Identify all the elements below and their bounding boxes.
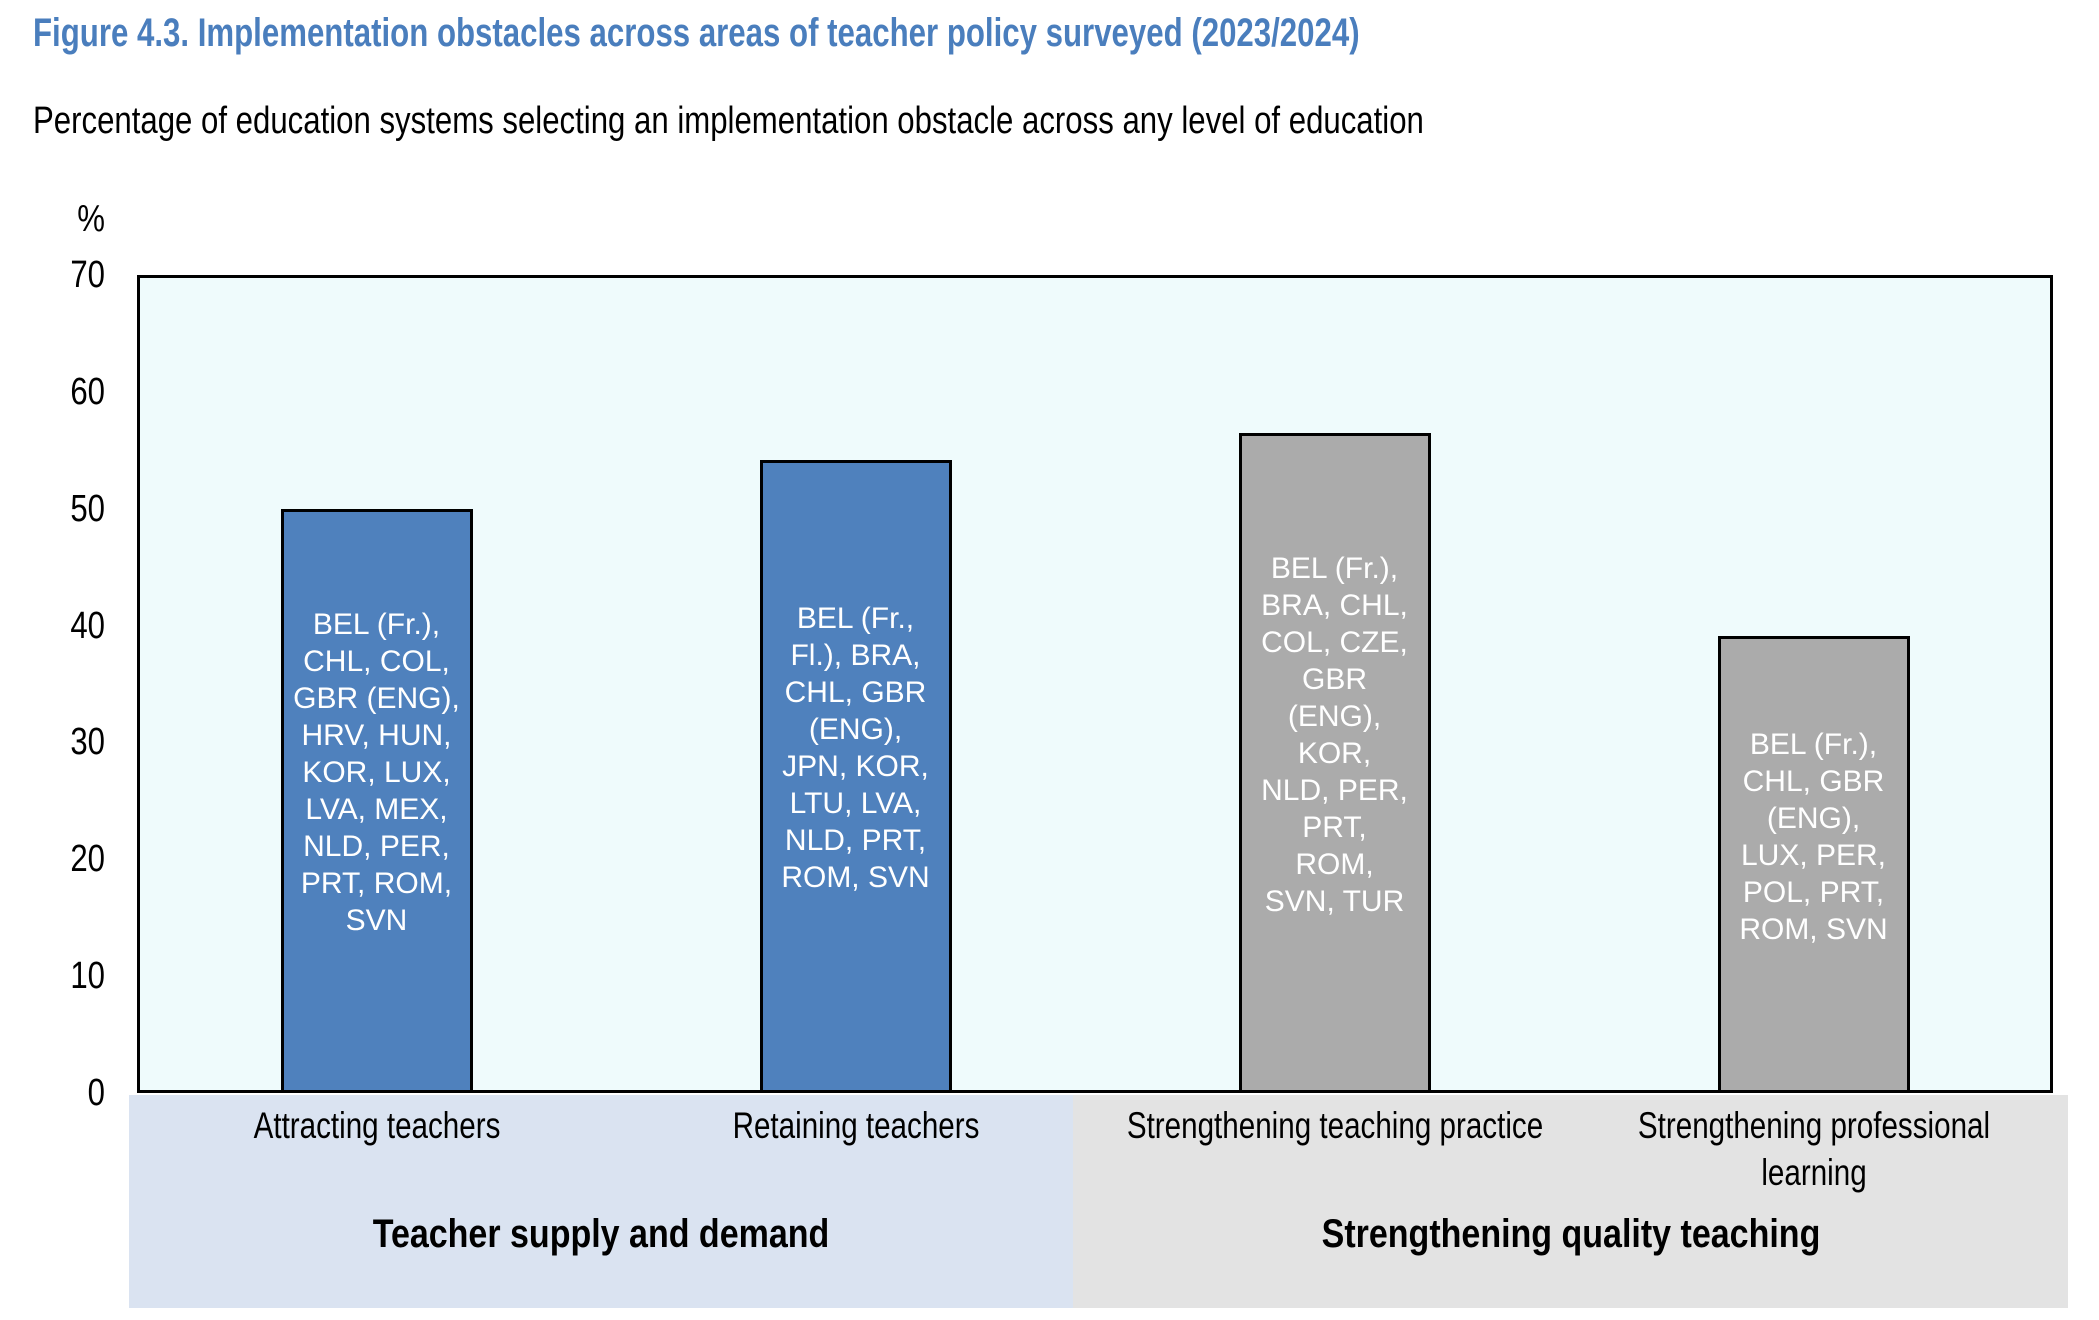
category-label-strengthening-professional-learning: Strengthening professional learning (1637, 1105, 1990, 1193)
group-label-teacher-supply-and-demand: Teacher supply and demand (372, 1212, 830, 1256)
bar-systems-label-strengthening-professional-learning: BEL (Fr.), CHL, GBR (ENG), LUX, PER, POL, PRT, ROM, SVN (1739, 727, 1888, 946)
group-band-strengthening-quality-teaching (1073, 1095, 2068, 1308)
y-axis-tick-label-10: 10 (70, 955, 105, 998)
y-axis-tick-label-60: 60 (70, 370, 105, 413)
y-axis-tick-label-30: 30 (70, 721, 105, 764)
y-axis-tick-label-40: 40 (70, 604, 105, 647)
plot-area (137, 275, 2053, 1093)
y-axis-tick-label-50: 50 (70, 487, 105, 530)
y-axis-tick-label-70: 70 (70, 254, 105, 296)
bar-systems-label-strengthening-teaching-practice: BEL (Fr.), BRA, CHL, COL, CZE, GBR (ENG), KOR, NLD, PER, PRT, ROM, SVN, TUR (1261, 551, 1408, 918)
category-label-attracting-teachers: Attracting teachers (253, 1105, 500, 1146)
y-axis-unit-label: % (77, 198, 105, 240)
figure-title: Figure 4.3. Implementation obstacles across areas of teacher policy surveyed (2023/2024) (33, 11, 1360, 55)
bar-systems-label-retaining-teachers: BEL (Fr., Fl.), BRA, CHL, GBR (ENG), JPN, KOR, LTU, LVA, NLD, PRT, ROM, SVN (781, 602, 930, 895)
category-label-retaining-teachers: Retaining teachers (732, 1105, 979, 1146)
group-band-teacher-supply-and-demand (129, 1095, 1073, 1308)
figure-subtitle: Percentage of education systems selecting an implementation obstacle across any level of education (33, 100, 1424, 142)
group-label-strengthening-quality-teaching: Strengthening quality teaching (1321, 1212, 1821, 1256)
bar-systems-label-attracting-teachers: BEL (Fr.), CHL, COL, GBR (ENG), HRV, HUN, KOR, LUX, LVA, MEX, NLD, PER, PRT, ROM, SVN (293, 608, 460, 938)
category-label-strengthening-teaching-practice: Strengthening teaching practice (1126, 1105, 1543, 1146)
y-axis-tick-label-20: 20 (70, 838, 105, 881)
y-axis-tick-label-0: 0 (87, 1072, 105, 1114)
